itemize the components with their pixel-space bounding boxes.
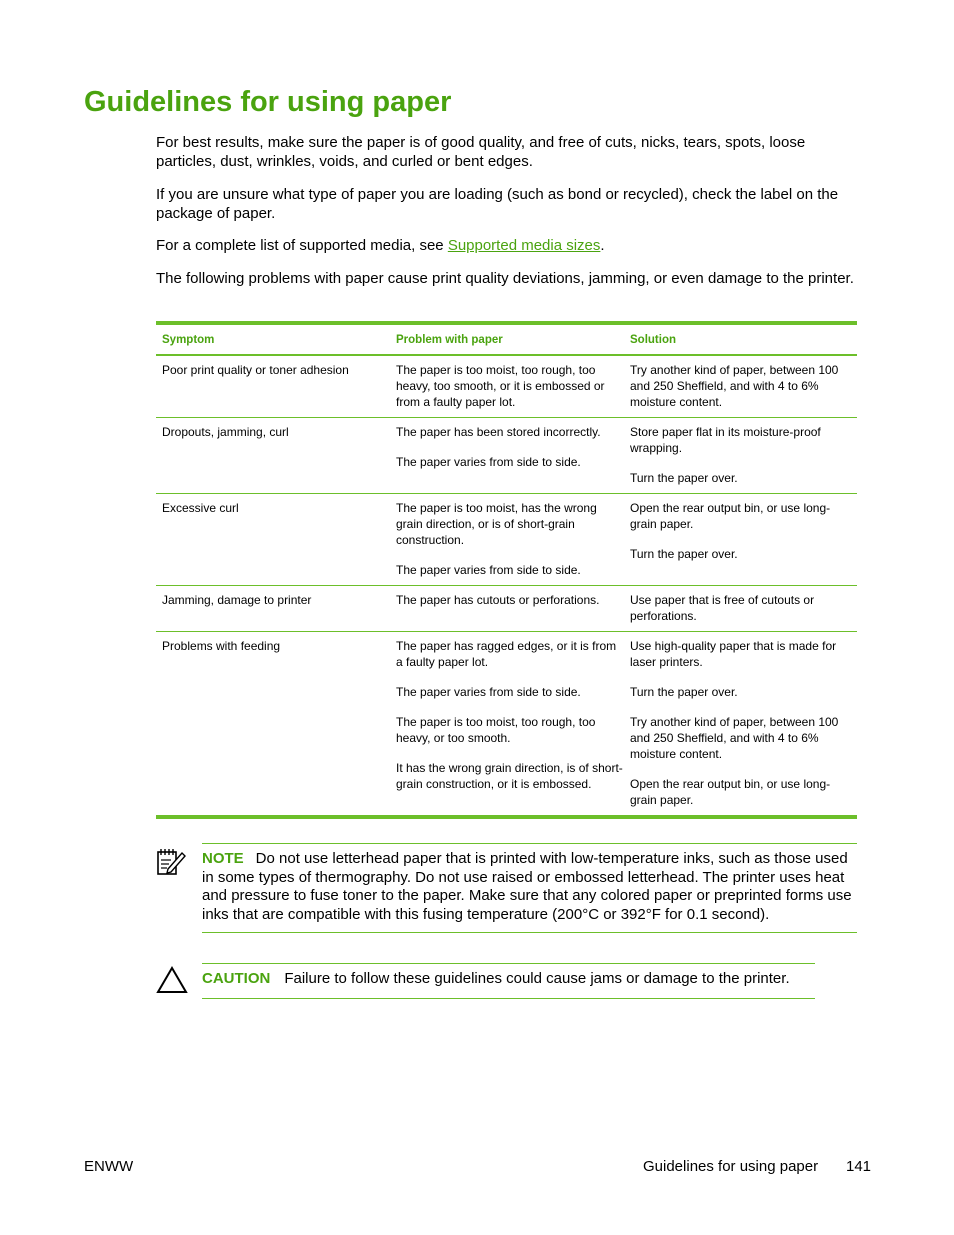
supported-media-period: . — [600, 237, 605, 254]
symptom-text: Problems with feeding — [162, 639, 281, 653]
problem-text: It has the wrong grain direction, is of short-grain construction, or it is embossed. — [396, 761, 623, 791]
footer-section-title: Guidelines for using paper — [643, 1158, 819, 1175]
problem-cell — [390, 592, 624, 624]
problem-cell — [390, 424, 624, 486]
symptom-text: Poor print quality or toner adhesion — [162, 363, 349, 377]
problems-paragraph: The following problems with paper cause print quality deviations, jamming, or even damage to the printer. — [156, 270, 854, 287]
solution-cell — [624, 362, 857, 410]
solution-text: Turn the paper over. — [630, 547, 738, 561]
symptom-cell — [156, 592, 390, 624]
solution-text: Use high-quality paper that is made for laser printers. — [630, 639, 837, 669]
intro-paragraph: For best results, make sure the paper is of good quality, and free of cuts, nicks, tears, spots, loose particles, dust, wrinkles, voids, and curled or bent edges. — [156, 134, 806, 170]
footer-left: ENWW — [84, 1158, 134, 1175]
problem-cell — [390, 500, 624, 578]
solution-cell — [624, 500, 857, 578]
header-problem: Problem with paper — [396, 333, 503, 346]
header-symptom: Symptom — [162, 333, 215, 346]
solution-text: Use paper that is free of cutouts or perforations. — [630, 593, 815, 623]
problem-text: The paper is too moist, too rough, too heavy, or too smooth. — [396, 715, 596, 745]
table-row — [156, 586, 857, 632]
solution-cell — [624, 638, 857, 808]
table-header-row — [156, 325, 857, 356]
solution-text: Turn the paper over. — [630, 471, 738, 485]
symptom-cell — [156, 362, 390, 410]
solution-text: Try another kind of paper, between 100 and 250 Sheffield, and with 4 to 6% moisture content. — [630, 363, 839, 409]
solution-text: Open the rear output bin, or use long-grain paper. — [630, 501, 831, 531]
footer-page-number: 141 — [846, 1158, 872, 1175]
table-row — [156, 632, 857, 819]
solution-text: Try another kind of paper, between 100 and 250 Sheffield, and with 4 to 6% moisture content. — [630, 715, 839, 761]
note-icon — [156, 847, 186, 877]
note-label: NOTE — [202, 850, 244, 867]
caution-label: CAUTION — [202, 970, 271, 987]
header-solution: Solution — [630, 333, 676, 346]
solution-text: Open the rear output bin, or use long-grain paper. — [630, 777, 831, 807]
caution-box — [202, 963, 815, 999]
paper-problems-table — [156, 321, 857, 819]
problem-text: The paper is too moist, too rough, too heavy, too smooth, or it is embossed or from a faulty paper lot. — [396, 363, 605, 409]
supported-media-text: For a complete list of supported media, see — [156, 237, 448, 254]
paper-type-paragraph: If you are unsure what type of paper you are loading (such as bond or recycled), check the label on the package of paper. — [156, 186, 839, 222]
supported-media-sizes-link[interactable]: Supported media sizes — [447, 237, 601, 254]
table-row — [156, 494, 857, 586]
supported-media-paragraph — [156, 237, 856, 256]
symptom-cell — [156, 500, 390, 578]
symptom-cell — [156, 424, 390, 486]
caution-text: Failure to follow these guidelines could cause jams or damage to the printer. — [284, 970, 790, 987]
problem-text: The paper has ragged edges, or it is from a faulty paper lot. — [396, 639, 617, 669]
table-body — [156, 356, 857, 819]
symptom-text: Jamming, damage to printer — [162, 593, 312, 607]
table-row — [156, 418, 857, 494]
symptom-text: Excessive curl — [162, 501, 239, 515]
page-title: Guidelines for using paper — [84, 86, 452, 118]
solution-text: Turn the paper over. — [630, 685, 738, 699]
problem-cell — [390, 362, 624, 410]
problem-text: The paper has been stored incorrectly. — [396, 425, 601, 439]
note-box — [202, 843, 857, 933]
symptom-text: Dropouts, jamming, curl — [162, 425, 289, 439]
problem-text: The paper varies from side to side. — [396, 455, 581, 469]
caution-triangle-icon — [156, 966, 188, 994]
solution-cell — [624, 592, 857, 624]
solution-cell — [624, 424, 857, 486]
problem-text: The paper varies from side to side. — [396, 685, 581, 699]
symptom-cell — [156, 638, 390, 808]
solution-text: Store paper flat in its moisture-proof wrapping. — [630, 425, 821, 455]
problem-text: The paper has cutouts or perforations. — [396, 593, 600, 607]
problem-text: The paper varies from side to side. — [396, 563, 581, 577]
note-text: Do not use letterhead paper that is printed with low-temperature inks, such as those used in some types of thermography. Do not use raised or embossed letterhead. The printer uses heat and pressure to fuse toner to the paper. Make sure that any colored paper or preprinted forms use inks that are compatible with this fusing temperature (200°C or 392°F for 0.1 second). — [202, 850, 852, 923]
table-row — [156, 356, 857, 418]
problem-cell — [390, 638, 624, 808]
problem-text: The paper is too moist, has the wrong grain direction, or is of short-grain construction. — [396, 501, 597, 547]
